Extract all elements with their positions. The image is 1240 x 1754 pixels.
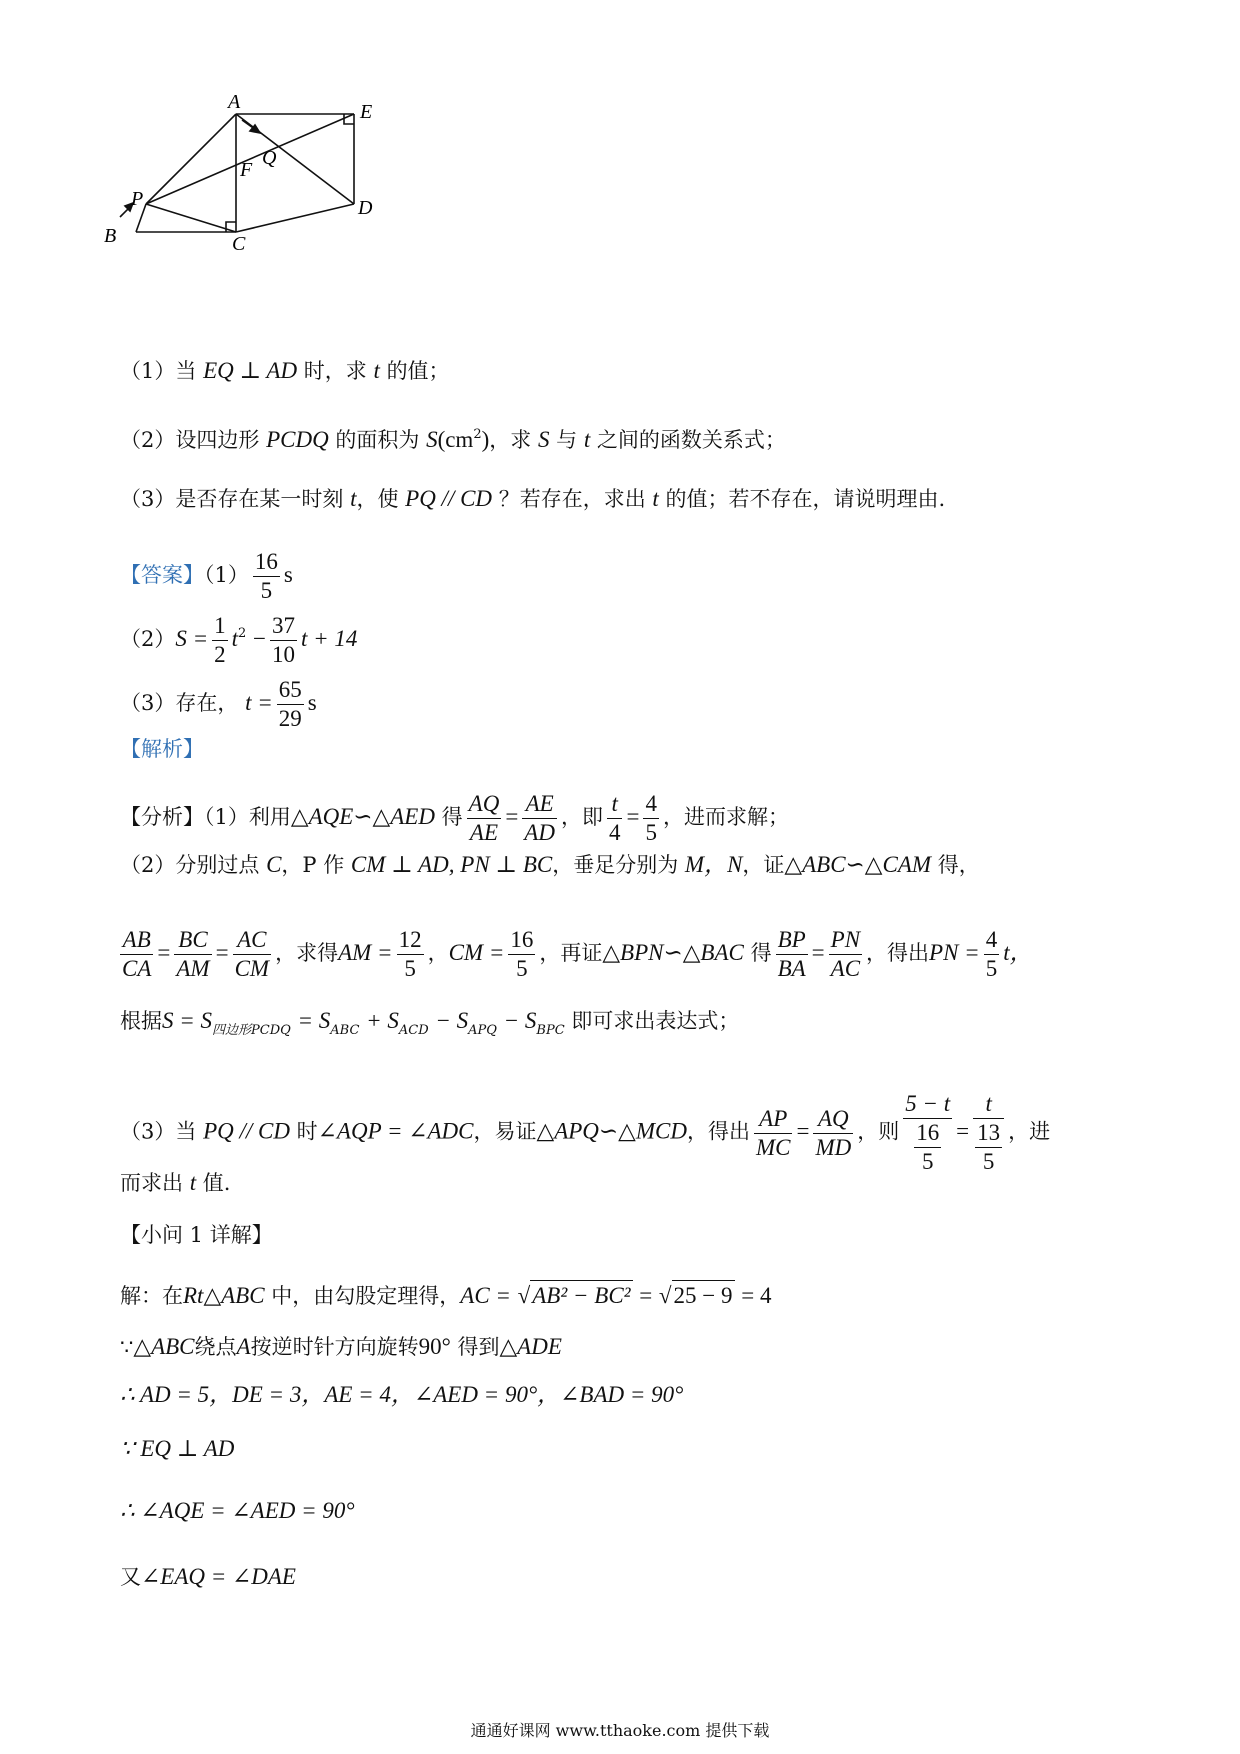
answer-tag: 【答案】 (120, 563, 204, 587)
label-E: E (360, 101, 373, 123)
question-1: （1）当 EQ ⊥ AD 时，求 t 的值； (120, 358, 450, 383)
segment-PC (146, 204, 236, 232)
segment-AB (146, 114, 236, 204)
geometry-figure (100, 90, 420, 280)
question-2: （2）设四边形 PCDQ 的面积为 $S(cm^2)$，求 S 与 t 之间的函数关系式； (120, 427, 786, 452)
answer-2: （2）S = $\frac{1}{2}$ $t^2$ − $\frac{37}{10}$ t + 14 (120, 613, 358, 667)
fraction: $\frac{16}{5}$ (254, 549, 278, 603)
footer: 通通好课网 www.tthaoke.com 提供下载 (470, 1721, 770, 1740)
analysis-line-4: 根据$S = S_{四边形PCDQ} = S_{ABC} + S_{ACD} - S_{APQ} - S_{BPC}$ 即可求出表达式； (120, 1008, 740, 1038)
answer-1: 【答案】（1） $\frac{16}{5}$ s (120, 549, 293, 603)
segment-CD (236, 204, 354, 232)
detail-line-2: ∵△ABC绕点A按逆时针方向旋转90° 得到△ADE (120, 1334, 562, 1359)
detail-line-3: ∴ AD = 5，DE = 3，AE = 4，∠AED = 90°，∠BAD = 90° (120, 1382, 684, 1407)
label-D: D (358, 197, 373, 219)
answer-3: （3）存在， t = $\frac{65}{29}$ s (120, 677, 317, 731)
label-P: P (131, 188, 144, 210)
label-B: B (104, 225, 117, 247)
label-C: C (232, 233, 246, 255)
analysis-line-6: 而求出 t 值. (120, 1170, 231, 1195)
analysis-tag: 【解析】 (120, 737, 204, 761)
detail-tag: 【小问 1 详解】 (120, 1223, 273, 1247)
detail-line-4: ∵ EQ ⊥ AD (120, 1436, 235, 1461)
label-Q: Q (262, 147, 277, 169)
detail-line-6: 又∠EAQ = ∠DAE (120, 1564, 296, 1589)
analysis-line-2: （2）分别过点 C，P 作 CM ⊥ AD, PN ⊥ BC，垂足分别为 M，N，证△ABC∽△CAM 得， (120, 852, 980, 877)
analysis-line-3: $\frac{AB}{CA}$ = $\frac{BC}{AM}$ = $\frac{AC}{CM}$ ，求得AM = $\frac{12}{5}$ ，CM = $\frac{16}{5}$ ，再证△BPN∽△BAC 得 $\frac{BP}{BA}$ = $\frac{PN}{AC}$ ，得出PN = $\frac{4}{5}$ t， (122, 927, 1033, 981)
detail-line-5: ∴ ∠AQE = ∠AED = 90° (120, 1498, 355, 1523)
question-3: （3）是否存在某一时刻 t，使 PQ // CD ？若存在，求出 t 的值；若不存在，请说明理由. (120, 486, 946, 511)
label-F: F (240, 159, 253, 181)
detail-line-1: 解：在Rt△ABC 中，由勾股定理得，AC = √AB² − BC² = √25 − 9 = 4 (120, 1280, 771, 1311)
label-A: A (228, 91, 241, 113)
analysis-line-5: （3）当 PQ // CD 时∠AQP = ∠ADC，易证△APQ∽△MCD，得出 $\frac{AP}{MC}$ = $\frac{AQ}{MD}$ ，则 $\frac{5 - t}{\frac{16}{5}}$ = $\frac{t}{\frac{13}{5}}$ ，进 (120, 1091, 1051, 1174)
analysis-line-1: 【分析】（1）利用△AQE∽△AED 得 $\frac{AQ}{AE}$ = $\frac{AE}{AD}$ ，即 $\frac{t}{4}$ = $\frac{4}{5}$ ，进而求解； (120, 791, 789, 845)
